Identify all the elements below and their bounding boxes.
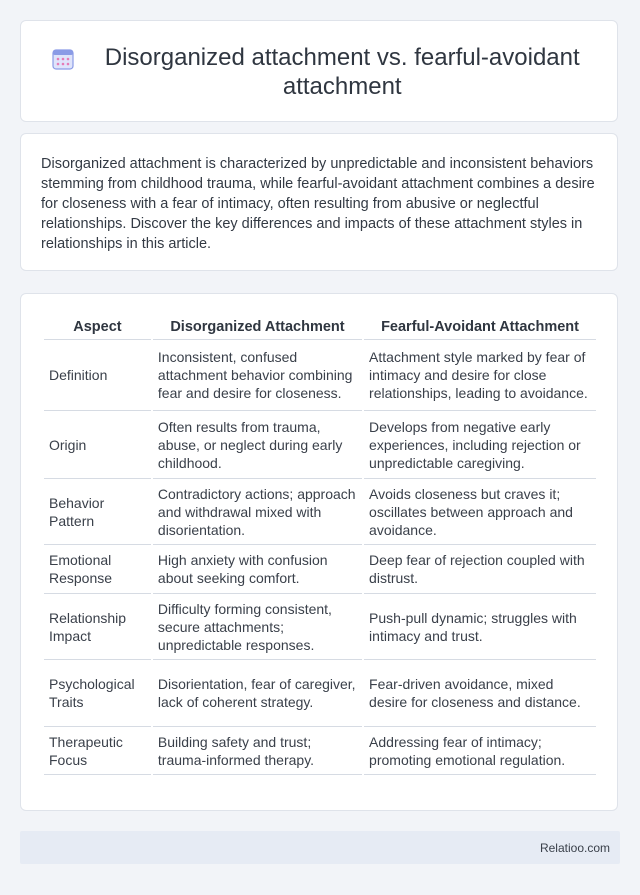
comparison-card xyxy=(20,293,618,811)
table-header-row xyxy=(44,316,596,340)
row-aspect: Origin xyxy=(44,411,151,479)
table-row xyxy=(44,479,596,545)
comparison-table xyxy=(42,316,598,775)
row-fearful-avoidant: Develops from negative early experiences, including rejection or unpredictable caregiving. xyxy=(364,411,596,479)
table-row xyxy=(44,594,596,660)
row-aspect: Definition xyxy=(44,340,151,411)
row-disorganized: Often results from trauma, abuse, or neglect during early childhood. xyxy=(153,411,362,479)
row-disorganized: Contradictory actions; approach and withdrawal mixed with disorientation. xyxy=(153,479,362,545)
row-fearful-avoidant: Addressing fear of intimacy; promoting emotional regulation. xyxy=(364,727,596,775)
row-aspect: Relationship Impact xyxy=(44,594,151,660)
row-aspect: Therapeutic Focus xyxy=(44,727,151,775)
table-row xyxy=(44,411,596,479)
row-fearful-avoidant: Deep fear of rejection coupled with distrust. xyxy=(364,545,596,594)
row-aspect: Psychological Traits xyxy=(44,660,151,727)
table-row xyxy=(44,340,596,411)
intro-card xyxy=(20,133,618,271)
calendar-grid-icon xyxy=(51,47,75,71)
row-disorganized: High anxiety with confusion about seeking comfort. xyxy=(153,545,362,594)
header-aspect: Aspect xyxy=(44,316,151,340)
row-fearful-avoidant: Fear-driven avoidance, mixed desire for closeness and distance. xyxy=(364,660,596,727)
row-fearful-avoidant: Avoids closeness but craves it; oscillates between approach and avoidance. xyxy=(364,479,596,545)
table-row xyxy=(44,545,596,594)
row-disorganized: Disorientation, fear of caregiver, lack of coherent strategy. xyxy=(153,660,362,727)
row-disorganized: Inconsistent, confused attachment behavior combining fear and desire for closeness. xyxy=(153,340,362,411)
table-row xyxy=(44,660,596,727)
title-card xyxy=(20,20,618,122)
row-fearful-avoidant: Attachment style marked by fear of intimacy and desire for close relationships, leading to avoidance. xyxy=(364,340,596,411)
row-aspect: Emotional Response xyxy=(44,545,151,594)
row-fearful-avoidant: Push-pull dynamic; struggles with intimacy and trust. xyxy=(364,594,596,660)
row-disorganized: Building safety and trust; trauma-informed therapy. xyxy=(153,727,362,775)
header-fearful-avoidant: Fearful-Avoidant Attachment xyxy=(364,316,596,340)
page-title: Disorganized attachment vs. fearful-avoidant attachment xyxy=(104,44,580,100)
intro-paragraph: Disorganized attachment is characterized by unpredictable and inconsistent behaviors stemming from childhood trauma, while fearful-avoidant attachment combines a desire for closeness with a fear of intimacy, often resulting from abusive or neglectful relationships. Discover the key differences and impacts of these attachment styles in relationships in this article. xyxy=(41,156,595,252)
row-disorganized: Difficulty forming consistent, secure attachments; unpredictable responses. xyxy=(153,594,362,660)
row-aspect: Behavior Pattern xyxy=(44,479,151,545)
table-row xyxy=(44,727,596,775)
site-name[interactable]: Relatioo.com xyxy=(539,841,610,855)
header-disorganized: Disorganized Attachment xyxy=(153,316,362,340)
footer-bar xyxy=(20,831,620,864)
title-row xyxy=(21,43,617,101)
